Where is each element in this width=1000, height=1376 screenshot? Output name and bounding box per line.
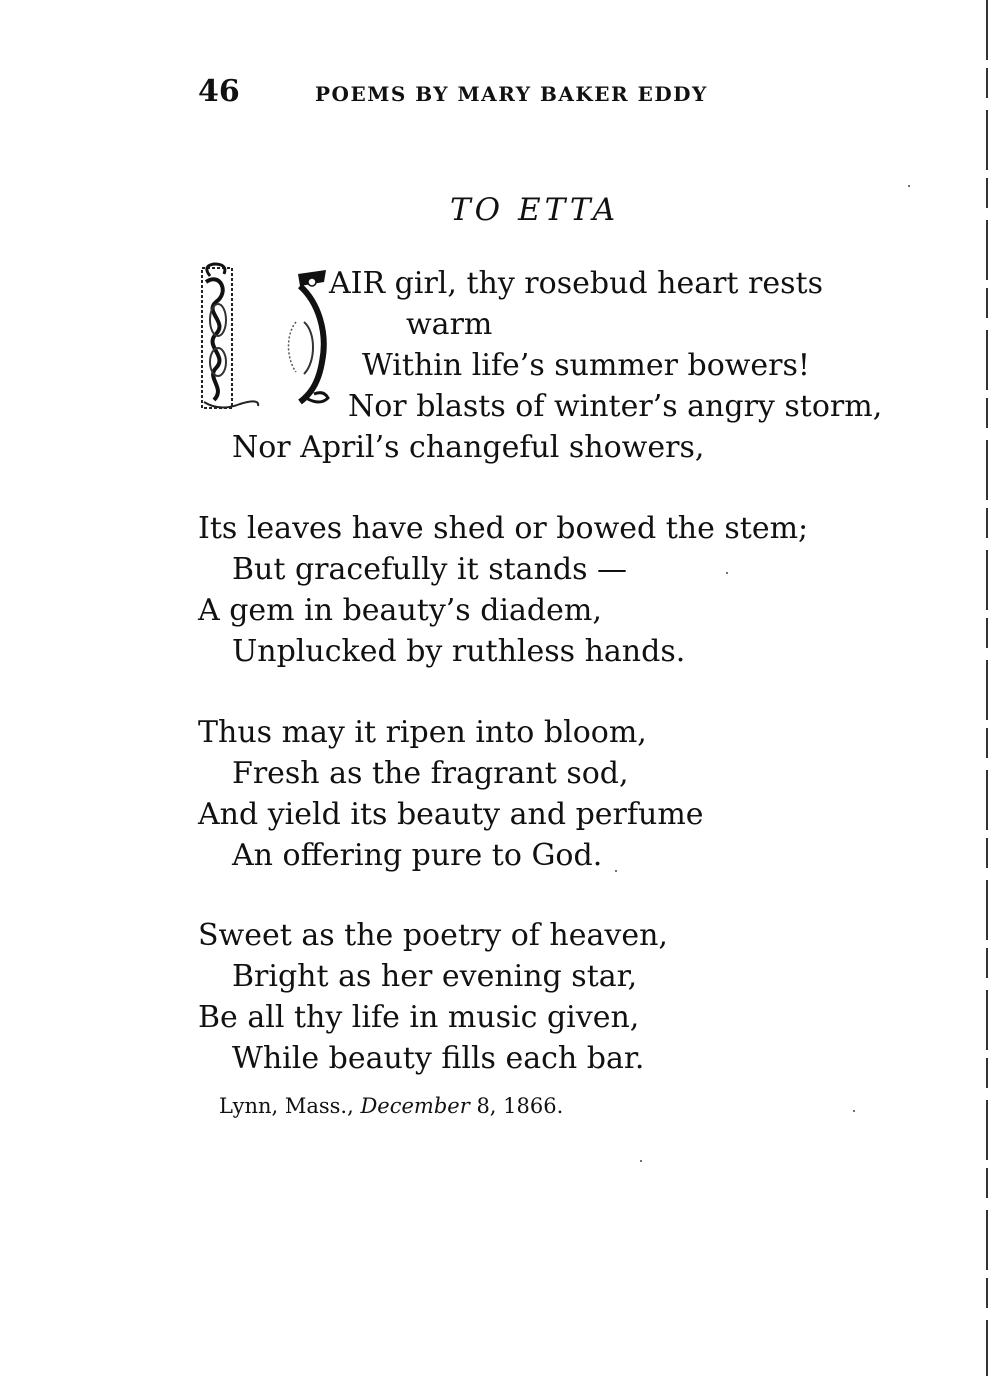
poem-title: TO ETTA [450, 192, 620, 228]
stanza4-line1: Sweet as the poetry of heaven, [198, 918, 668, 953]
running-head: POEMS BY MARY BAKER EDDY [315, 82, 708, 106]
stanza2-line3: A gem in beauty’s diadem, [198, 593, 602, 628]
stanza4-line2: Bright as her evening star, [232, 959, 638, 994]
stanza3-line4: An offering pure to God. [232, 838, 603, 873]
stanza4-line3: Be all thy life in music given, [198, 1000, 640, 1035]
page-number: 46 [198, 74, 240, 109]
dateline [219, 1094, 563, 1118]
stanza1-line4: Nor April’s changeful showers, [232, 430, 705, 465]
stanza1-line1: AIR girl, thy rosebud heart rests [329, 266, 823, 301]
stanza3-line3: And yield its beauty and perfume [198, 797, 704, 832]
scan-speck [853, 1110, 855, 1112]
ornamental-drop-cap-f-icon [200, 262, 330, 412]
page-header [198, 74, 798, 114]
stanza4-line4: While beauty fills each bar. [232, 1041, 645, 1076]
scan-speck [908, 185, 910, 187]
stanza3-line2: Fresh as the fragrant sod, [232, 756, 629, 791]
dateline-day-year: 8, 1866. [476, 1094, 564, 1118]
stanza3-line1: Thus may it ripen into bloom, [198, 715, 647, 750]
stanza2-line1: Its leaves have shed or bowed the stem; [198, 511, 809, 546]
stanza2-line2: But gracefully it stands — [232, 552, 628, 587]
scan-speck [726, 572, 728, 574]
scan-speck [615, 870, 617, 872]
stanza2-line4: Unplucked by ruthless hands. [232, 634, 686, 669]
stanza1-line2: Within life’s summer bowers! [362, 348, 810, 383]
stanza1-line1-wrap: warm [406, 307, 493, 342]
stanza1-line3: Nor blasts of winter’s angry storm, [348, 389, 883, 424]
page-edge-rule [986, 0, 988, 1376]
dateline-month: December [360, 1094, 470, 1118]
dateline-place: Lynn, Mass., [219, 1094, 354, 1118]
scan-speck [640, 1160, 642, 1162]
